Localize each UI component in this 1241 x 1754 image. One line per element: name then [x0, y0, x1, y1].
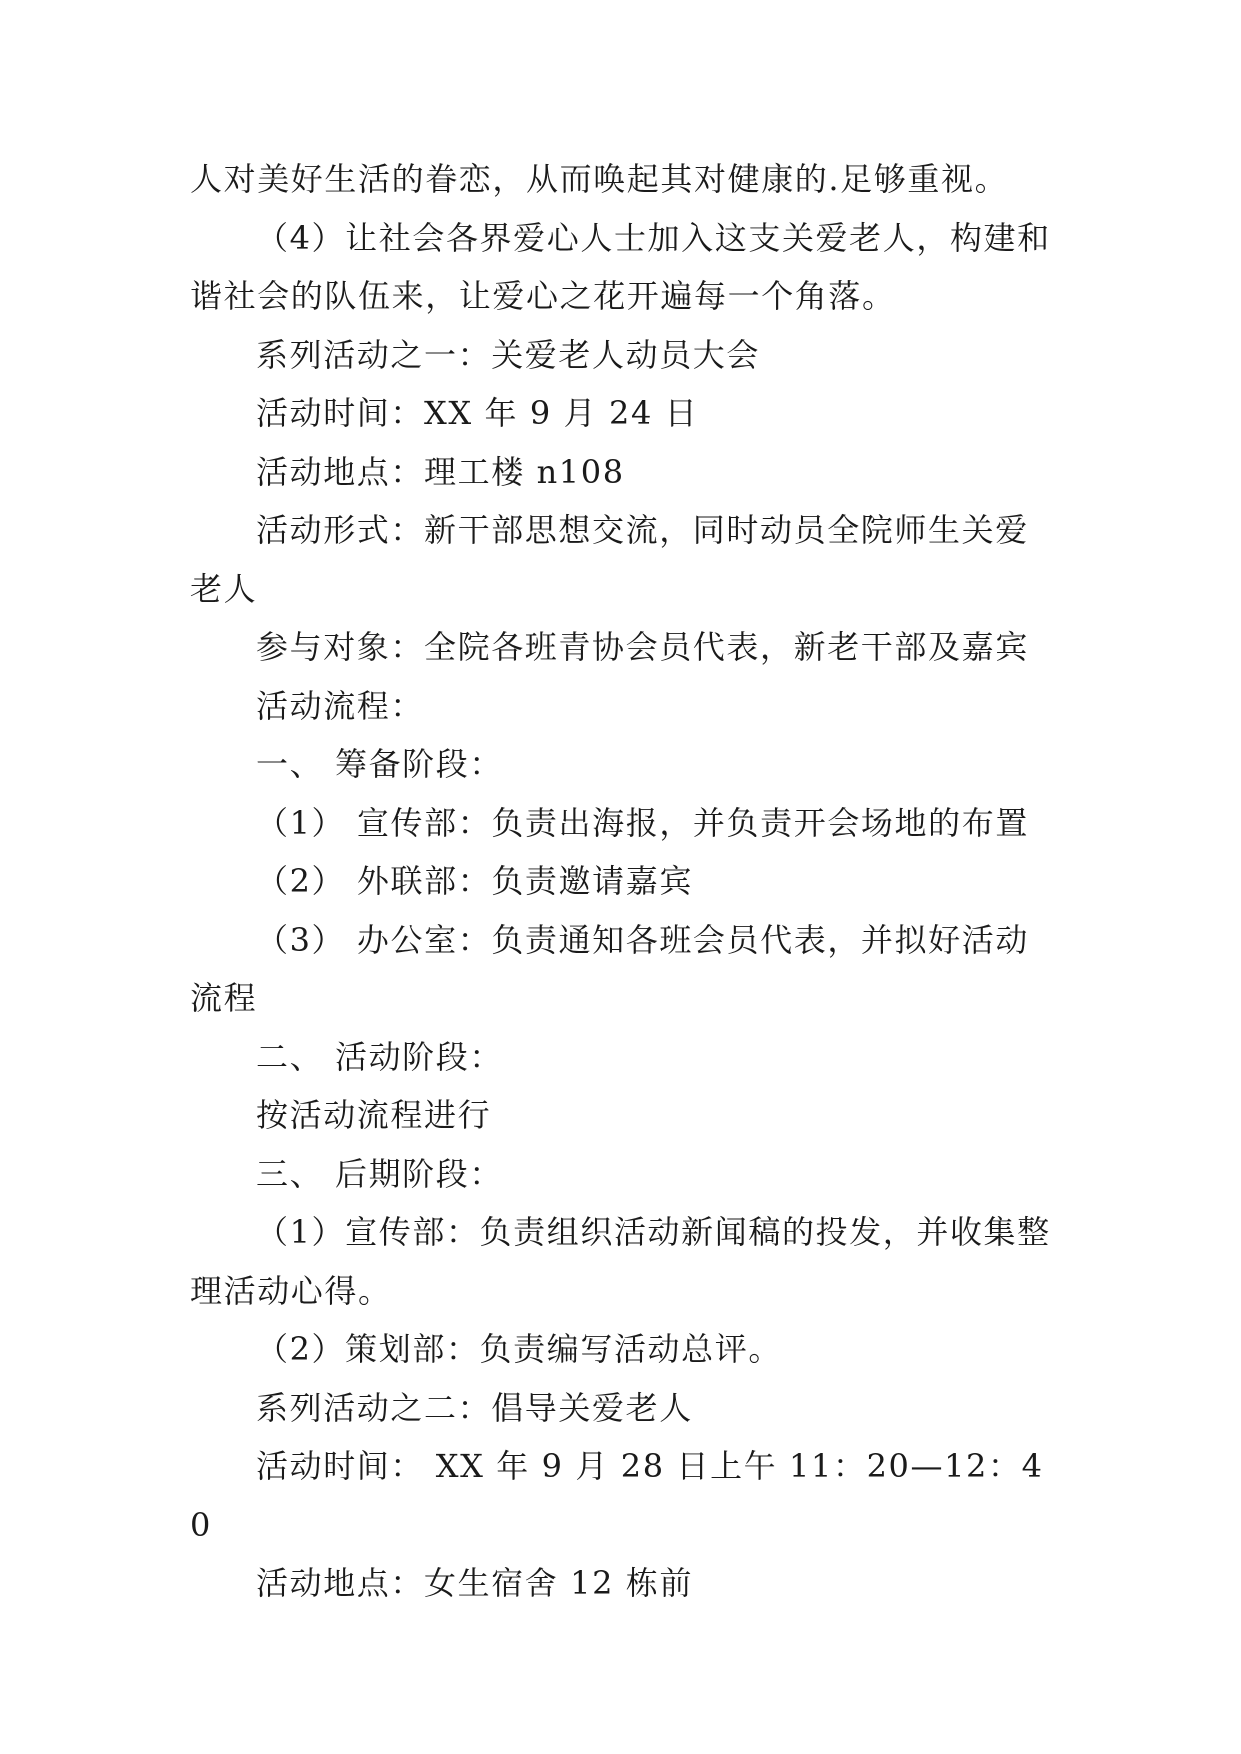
- paragraph-series-1-time: 活动时间：XX 年 9 月 24 日: [256, 394, 699, 432]
- paragraph-series-2-title: 系列活动之二：倡导关爱老人: [256, 1388, 693, 1427]
- paragraph-closing-line: 人对美好生活的眷恋，从而唤起其对健康的.足够重视。: [190, 160, 1009, 198]
- paragraph-stage-1-item-2: （2） 外联部：负责邀请嘉宾: [256, 862, 693, 900]
- paragraph-stage-3-heading: 三、 后期阶段：: [256, 1154, 503, 1193]
- paragraph-stage-1-item-1: （1） 宣传部：负责出海报，并负责开会场地的布置: [256, 803, 1029, 842]
- paragraph-goal-4: （4）让社会各界爱心人士加入这支关爱老人，构建和谐社会的队伍来，让爱心之花开遍每一个角落。: [190, 218, 1051, 315]
- paragraph-stage-1-item-3: （3） 办公室：负责通知各班会员代表，并拟好活动流程: [190, 920, 1029, 1017]
- paragraph-series-1-title: 系列活动之一：关爱老人动员大会: [256, 335, 761, 374]
- paragraph-series-1-participants: 参与对象：全院各班青协会员代表，新老干部及嘉宾: [256, 628, 1029, 666]
- paragraph-stage-2-heading: 二、 活动阶段：: [256, 1037, 503, 1076]
- paragraph-series-2-time: 活动时间： XX 年 9 月 28 日上午 11：20—12：40: [190, 1447, 1044, 1544]
- paragraph-series-1-process: 活动流程：: [256, 686, 425, 725]
- paragraph-stage-2-body: 按活动流程进行: [256, 1096, 492, 1134]
- paragraph-series-1-format: 活动形式：新干部思想交流，同时动员全院师生关爱老人: [190, 511, 1029, 608]
- paragraph-stage-3-item-1: （1）宣传部：负责组织活动新闻稿的投发，并收集整理活动心得。: [190, 1213, 1051, 1310]
- paragraph-series-2-location: 活动地点：女生宿舍 12 栋前: [256, 1564, 694, 1602]
- paragraph-stage-1-heading: 一、 筹备阶段：: [256, 745, 503, 783]
- paragraph-series-1-location: 活动地点：理工楼 n108: [256, 452, 625, 491]
- document-body: [190, 150, 1060, 1613]
- paragraph-stage-3-item-2: （2）策划部：负责编写活动总评。: [256, 1330, 782, 1368]
